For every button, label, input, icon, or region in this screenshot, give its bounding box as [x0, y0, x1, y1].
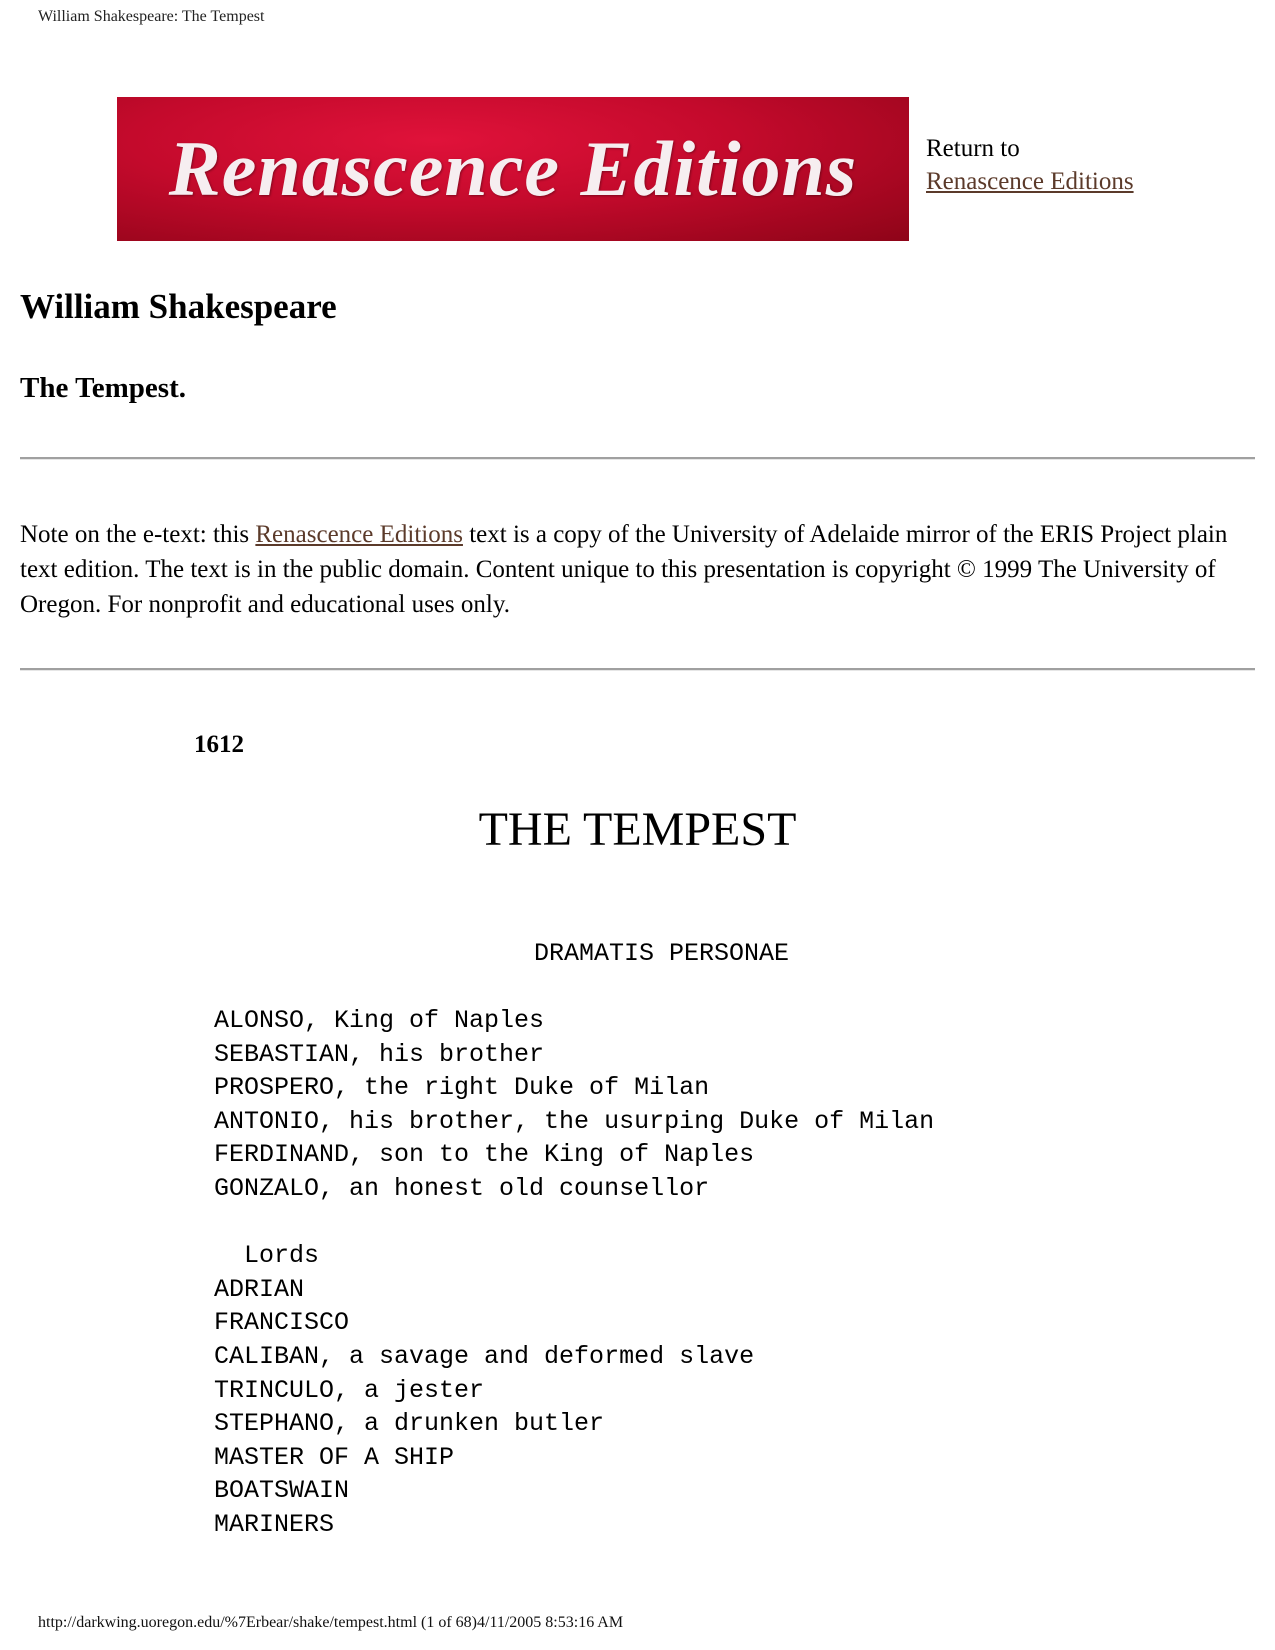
- return-renascence-link[interactable]: Renascence Editions: [926, 168, 1134, 195]
- note-after-link: text is a copy of the University of Adelaide mirror of the ERIS Project plain text edition. The text is in the public domain. Content unique to this presentation is copyright © 1999 The University of Oregon. For nonprofit and educational uses only.: [20, 521, 1228, 618]
- banner-logo-text: Renascence Editions: [168, 125, 858, 212]
- print-header: William Shakespeare: The Tempest: [38, 8, 265, 25]
- note-renascence-link[interactable]: Renascence Editions: [255, 521, 463, 548]
- return-prefix: Return to: [926, 135, 1020, 162]
- renascence-editions-banner: [117, 97, 909, 241]
- print-footer-url: http://darkwing.uoregon.edu/%7Erbear/shake/tempest.html (1 of 68)4/11/2005 8:53:16 AM: [38, 1614, 624, 1631]
- play-title: THE TEMPEST: [478, 803, 797, 856]
- cast-item: GONZALO, an honest old counsellor: [214, 1173, 710, 1203]
- work-title: The Tempest.: [20, 372, 186, 404]
- divider-bottom: [20, 668, 1255, 671]
- cast-item: TRINCULO, a jester: [214, 1375, 485, 1405]
- cast-item: ALONSO, King of Naples: [214, 1006, 545, 1035]
- dramatis-personae-heading: DRAMATIS PERSONAE: [534, 939, 790, 968]
- cast-item: STEPHANO, a drunken butler: [214, 1409, 605, 1439]
- publication-year: 1612: [194, 731, 244, 758]
- author-heading: William Shakespeare: [20, 287, 337, 326]
- cast-spacer: [214, 1206, 934, 1240]
- cast-item: ANTONIO, his brother, the usurping Duke of Milan: [214, 1106, 935, 1136]
- cast-item: SEBASTIAN, his brother: [214, 1039, 545, 1069]
- etext-note: [20, 517, 1260, 622]
- cast-item: BOATSWAIN: [214, 1476, 350, 1506]
- note-before-link: Note on the e-text: this: [20, 521, 256, 548]
- cast-item: MASTER OF A SHIP: [214, 1442, 455, 1472]
- divider-top: [20, 457, 1255, 460]
- cast-item: FRANCISCO: [214, 1308, 350, 1338]
- cast-group-label: Lords: [214, 1241, 320, 1271]
- cast-item: PROSPERO, the right Duke of Milan: [214, 1073, 710, 1103]
- cast-item: MARINERS: [214, 1509, 335, 1539]
- cast-item: CALIBAN, a savage and deformed slave: [214, 1341, 755, 1371]
- cast-item: ADRIAN: [214, 1274, 305, 1304]
- cast-list: [214, 1004, 934, 1542]
- return-link-box: [926, 132, 1134, 198]
- cast-item: FERDINAND, son to the King of Naples: [214, 1140, 755, 1170]
